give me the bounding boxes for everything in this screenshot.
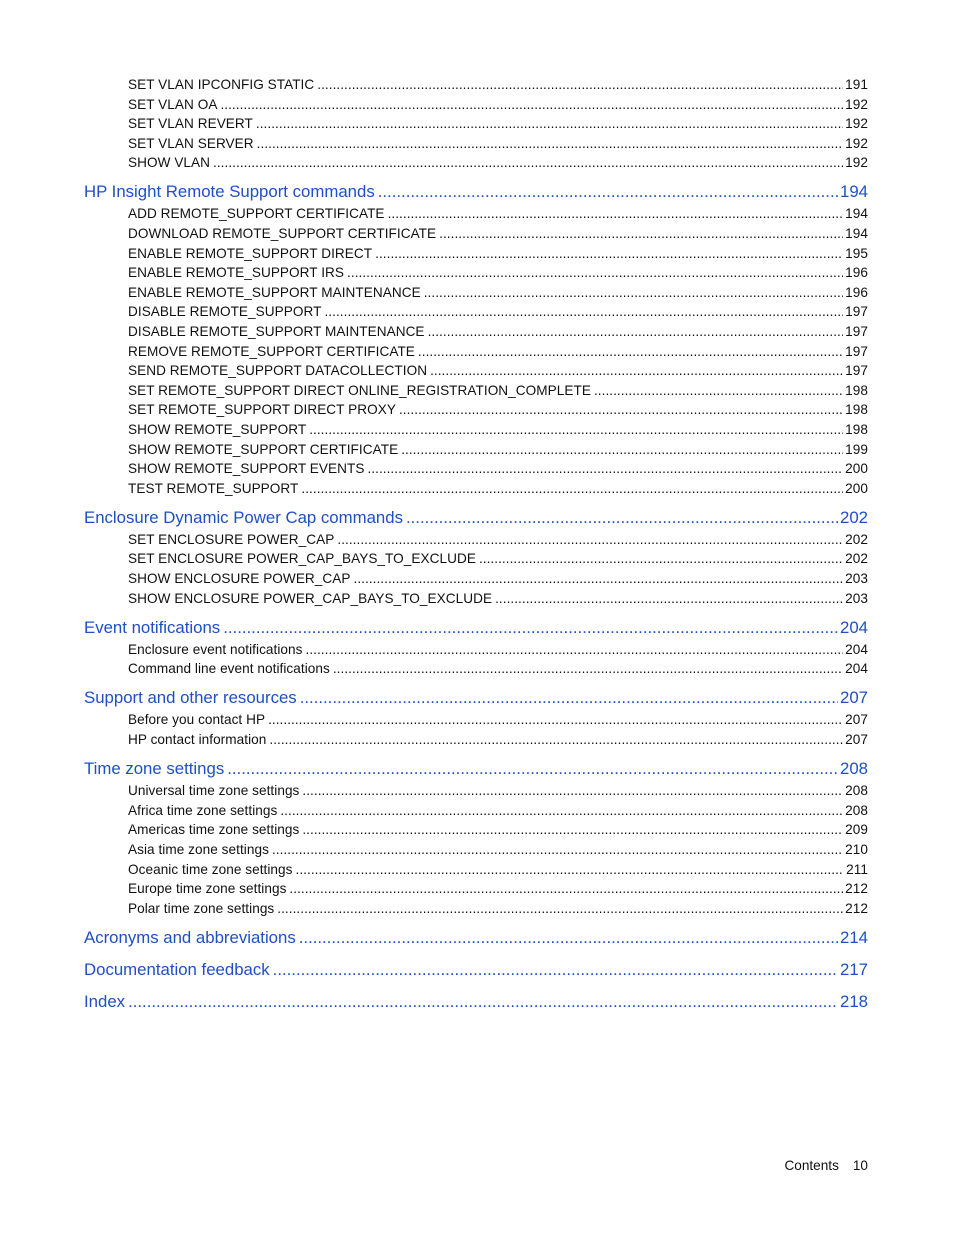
- toc-label: HP contact information: [128, 732, 267, 748]
- toc-page-number: 194: [845, 206, 868, 222]
- toc-leader-dots: [347, 263, 843, 283]
- toc-label: SHOW ENCLOSURE POWER_CAP_BAYS_TO_EXCLUDE: [128, 590, 493, 606]
- toc-page-number: 207: [840, 688, 868, 708]
- toc-page-number: 202: [845, 551, 868, 567]
- toc-label: Enclosure Dynamic Power Cap commands: [84, 507, 403, 527]
- toc-leader-dots: [227, 757, 838, 781]
- toc-page-number: 207: [845, 732, 868, 748]
- toc-page-number: 192: [845, 135, 868, 151]
- toc-label: SET VLAN REVERT: [128, 116, 253, 132]
- toc-entry-link[interactable]: [84, 342, 868, 362]
- toc-label: SHOW REMOTE_SUPPORT EVENTS: [128, 461, 365, 477]
- toc-entry-link[interactable]: [84, 589, 868, 609]
- toc-page-number: 208: [840, 759, 868, 779]
- table-of-contents: [84, 75, 868, 1014]
- toc-label: Command line event notifications: [128, 661, 330, 677]
- toc-section-link[interactable]: [84, 506, 868, 530]
- toc-label: REMOVE REMOTE_SUPPORT CERTIFICATE: [128, 343, 415, 359]
- toc-entry-link[interactable]: [84, 75, 868, 95]
- toc-label: SHOW ENCLOSURE POWER_CAP: [128, 571, 351, 587]
- toc-page-number: 200: [845, 461, 868, 477]
- toc-entry-link[interactable]: [84, 302, 868, 322]
- toc-label: SEND REMOTE_SUPPORT DATACOLLECTION: [128, 363, 428, 379]
- toc-page-number: 202: [840, 507, 868, 527]
- toc-page-number: 208: [845, 802, 868, 818]
- toc-leader-dots: [256, 114, 843, 134]
- toc-label: Event notifications: [84, 617, 221, 637]
- toc-section-link[interactable]: [84, 180, 868, 204]
- toc-leader-dots: [309, 420, 843, 440]
- toc-leader-dots: [301, 479, 843, 499]
- toc-spacer: [84, 950, 868, 958]
- toc-label: ENABLE REMOTE_SUPPORT IRS: [128, 265, 345, 281]
- toc-label: SET ENCLOSURE POWER_CAP: [128, 531, 335, 547]
- toc-page-number: 192: [845, 116, 868, 132]
- toc-page-number: 198: [845, 382, 868, 398]
- toc-leader-dots: [269, 730, 843, 750]
- toc-leader-dots: [317, 75, 843, 95]
- toc-page-number: 192: [845, 155, 868, 171]
- toc-entry-link[interactable]: [84, 860, 868, 880]
- toc-label: HP Insight Remote Support commands: [84, 182, 375, 202]
- toc-leader-dots: [388, 204, 844, 224]
- toc-label: SET VLAN OA: [128, 96, 218, 112]
- toc-label: Africa time zone settings: [128, 802, 278, 818]
- toc-page-number: 194: [845, 226, 868, 242]
- toc-leader-dots: [428, 322, 844, 342]
- toc-leader-dots: [367, 459, 843, 479]
- toc-page-number: 210: [845, 841, 868, 857]
- toc-page-number: 217: [840, 959, 868, 979]
- toc-entry-link[interactable]: [84, 801, 868, 821]
- toc-entry-link[interactable]: [84, 224, 868, 244]
- toc-label: Asia time zone settings: [128, 841, 269, 857]
- footer-page-number: 10: [852, 1158, 868, 1173]
- toc-page-number: 202: [845, 531, 868, 547]
- toc-entry-link[interactable]: [84, 659, 868, 679]
- toc-leader-dots: [277, 899, 843, 919]
- toc-entry-link[interactable]: [84, 459, 868, 479]
- toc-entry-link[interactable]: [84, 899, 868, 919]
- toc-leader-dots: [296, 860, 845, 880]
- toc-label: SET VLAN SERVER: [128, 135, 254, 151]
- toc-leader-dots: [424, 283, 843, 303]
- toc-page-number: 218: [840, 991, 868, 1011]
- toc-entry-link[interactable]: [84, 263, 868, 283]
- page-footer: [784, 1158, 868, 1173]
- toc-leader-dots: [300, 686, 838, 710]
- toc-entry-link[interactable]: [84, 204, 868, 224]
- toc-page-number: 194: [840, 182, 868, 202]
- toc-spacer: [84, 498, 868, 506]
- toc-leader-dots: [306, 640, 844, 660]
- toc-page-number: 211: [846, 861, 868, 877]
- toc-label: SET ENCLOSURE POWER_CAP_BAYS_TO_EXCLUDE: [128, 551, 476, 567]
- toc-label: SHOW REMOTE_SUPPORT: [128, 422, 307, 437]
- toc-leader-dots: [302, 820, 843, 840]
- toc-label: Support and other resources: [84, 688, 297, 708]
- toc-leader-dots: [594, 381, 843, 401]
- toc-page-number: 204: [845, 661, 868, 677]
- toc-label: TEST REMOTE_SUPPORT: [128, 480, 299, 496]
- toc-leader-dots: [378, 180, 838, 204]
- toc-leader-dots: [324, 302, 843, 322]
- toc-leader-dots: [406, 506, 838, 530]
- toc-leader-dots: [418, 342, 843, 362]
- toc-label: Universal time zone settings: [128, 783, 300, 799]
- toc-entry-link[interactable]: [84, 400, 868, 420]
- toc-section-link[interactable]: [84, 686, 868, 710]
- toc-leader-dots: [430, 361, 843, 381]
- toc-section-link[interactable]: [84, 757, 868, 781]
- toc-page-number: 212: [845, 900, 868, 916]
- toc-label: Index: [84, 991, 126, 1011]
- toc-entry-link[interactable]: [84, 114, 868, 134]
- toc-leader-dots: [257, 134, 843, 154]
- toc-page-number: 191: [845, 77, 868, 92]
- toc-spacer: [84, 918, 868, 926]
- toc-page-number: 209: [845, 822, 868, 838]
- toc-label: Acronyms and abbreviations: [84, 927, 296, 947]
- toc-entry-link[interactable]: [84, 244, 868, 264]
- toc-leader-dots: [399, 400, 843, 420]
- toc-leader-dots: [223, 616, 838, 640]
- toc-leader-dots: [273, 958, 838, 982]
- toc-entry-link[interactable]: [84, 440, 868, 460]
- toc-entry-link[interactable]: [84, 381, 868, 401]
- toc-leader-dots: [401, 440, 843, 460]
- toc-page-number: 192: [845, 96, 868, 112]
- toc-page-number: 204: [845, 641, 868, 657]
- toc-entry-link[interactable]: [84, 840, 868, 860]
- toc-entry-link[interactable]: [84, 95, 868, 115]
- toc-page-number: 199: [845, 441, 868, 457]
- toc-label: SET REMOTE_SUPPORT DIRECT PROXY: [128, 402, 396, 418]
- toc-leader-dots: [299, 926, 838, 950]
- toc-label: Documentation feedback: [84, 959, 270, 979]
- toc-label: SET VLAN IPCONFIG STATIC: [128, 77, 315, 92]
- toc-entry-link[interactable]: [84, 549, 868, 569]
- toc-leader-dots: [354, 569, 844, 589]
- toc-page-number: 203: [845, 590, 868, 606]
- toc-spacer: [84, 982, 868, 990]
- toc-leader-dots: [220, 95, 843, 115]
- toc-label: Polar time zone settings: [128, 900, 275, 916]
- toc-page-number: 204: [840, 617, 868, 637]
- toc-label: DOWNLOAD REMOTE_SUPPORT CERTIFICATE: [128, 226, 437, 242]
- toc-leader-dots: [337, 530, 843, 550]
- toc-entry-link[interactable]: [84, 879, 868, 899]
- toc-page-number: 197: [845, 363, 868, 379]
- toc-page-number: 198: [845, 422, 868, 437]
- toc-section-link[interactable]: [84, 616, 868, 640]
- toc-page-number: 208: [845, 783, 868, 799]
- toc-leader-dots: [213, 153, 843, 173]
- toc-page-number: 197: [845, 343, 868, 359]
- toc-page-number: 196: [845, 265, 868, 281]
- toc-leader-dots: [479, 549, 843, 569]
- toc-entry-link[interactable]: [84, 420, 868, 440]
- toc-entry-link[interactable]: [84, 322, 868, 342]
- toc-leader-dots: [272, 840, 843, 860]
- toc-label: Time zone settings: [84, 759, 225, 779]
- toc-label: ADD REMOTE_SUPPORT CERTIFICATE: [128, 206, 385, 222]
- toc-entry-link[interactable]: [84, 640, 868, 660]
- toc-spacer: [84, 750, 868, 758]
- toc-leader-dots: [375, 244, 843, 264]
- toc-entry-link[interactable]: [84, 710, 868, 730]
- toc-section-link[interactable]: [84, 990, 868, 1014]
- toc-page-number: 207: [845, 712, 868, 728]
- toc-entry-link[interactable]: [84, 361, 868, 381]
- toc-entry-link[interactable]: [84, 283, 868, 303]
- toc-entry-link[interactable]: [84, 820, 868, 840]
- toc-spacer: [84, 173, 868, 181]
- toc-entry-link[interactable]: [84, 781, 868, 801]
- toc-spacer: [84, 608, 868, 616]
- footer-section-label: Contents: [784, 1158, 839, 1173]
- toc-label: Before you contact HP: [128, 712, 266, 728]
- toc-leader-dots: [128, 990, 838, 1014]
- toc-label: ENABLE REMOTE_SUPPORT DIRECT: [128, 245, 373, 261]
- toc-page-number: 198: [845, 402, 868, 418]
- toc-entry-link[interactable]: [84, 569, 868, 589]
- toc-spacer: [84, 679, 868, 687]
- toc-leader-dots: [495, 589, 843, 609]
- toc-label: Americas time zone settings: [128, 822, 300, 838]
- toc-page-number: 200: [845, 480, 868, 496]
- toc-label: SHOW REMOTE_SUPPORT CERTIFICATE: [128, 441, 399, 457]
- toc-section-link[interactable]: [84, 926, 868, 950]
- toc-leader-dots: [268, 710, 843, 730]
- toc-entry-link[interactable]: [84, 530, 868, 550]
- toc-label: Europe time zone settings: [128, 881, 287, 897]
- toc-label: Enclosure event notifications: [128, 641, 303, 657]
- toc-label: Oceanic time zone settings: [128, 861, 293, 877]
- toc-entry-link[interactable]: [84, 479, 868, 499]
- toc-label: DISABLE REMOTE_SUPPORT MAINTENANCE: [128, 324, 425, 340]
- toc-section-link[interactable]: [84, 958, 868, 982]
- toc-label: DISABLE REMOTE_SUPPORT: [128, 304, 322, 320]
- toc-page-number: 195: [845, 245, 868, 261]
- toc-label: ENABLE REMOTE_SUPPORT MAINTENANCE: [128, 284, 421, 300]
- toc-page-number: 197: [845, 304, 868, 320]
- toc-leader-dots: [439, 224, 843, 244]
- toc-page-number: 203: [845, 571, 868, 587]
- toc-entry-link[interactable]: [84, 153, 868, 173]
- toc-leader-dots: [289, 879, 843, 899]
- toc-leader-dots: [280, 801, 843, 821]
- toc-label: SET REMOTE_SUPPORT DIRECT ONLINE_REGISTRATION_COMPLETE: [128, 382, 591, 398]
- toc-page-number: 197: [845, 324, 868, 340]
- toc-page-number: 214: [840, 927, 868, 947]
- toc-leader-dots: [333, 659, 843, 679]
- toc-entry-link[interactable]: [84, 134, 868, 154]
- toc-entry-link[interactable]: [84, 730, 868, 750]
- toc-page-number: 212: [845, 881, 868, 897]
- toc-leader-dots: [302, 781, 843, 801]
- toc-label: SHOW VLAN: [128, 155, 211, 171]
- toc-page-number: 196: [845, 284, 868, 300]
